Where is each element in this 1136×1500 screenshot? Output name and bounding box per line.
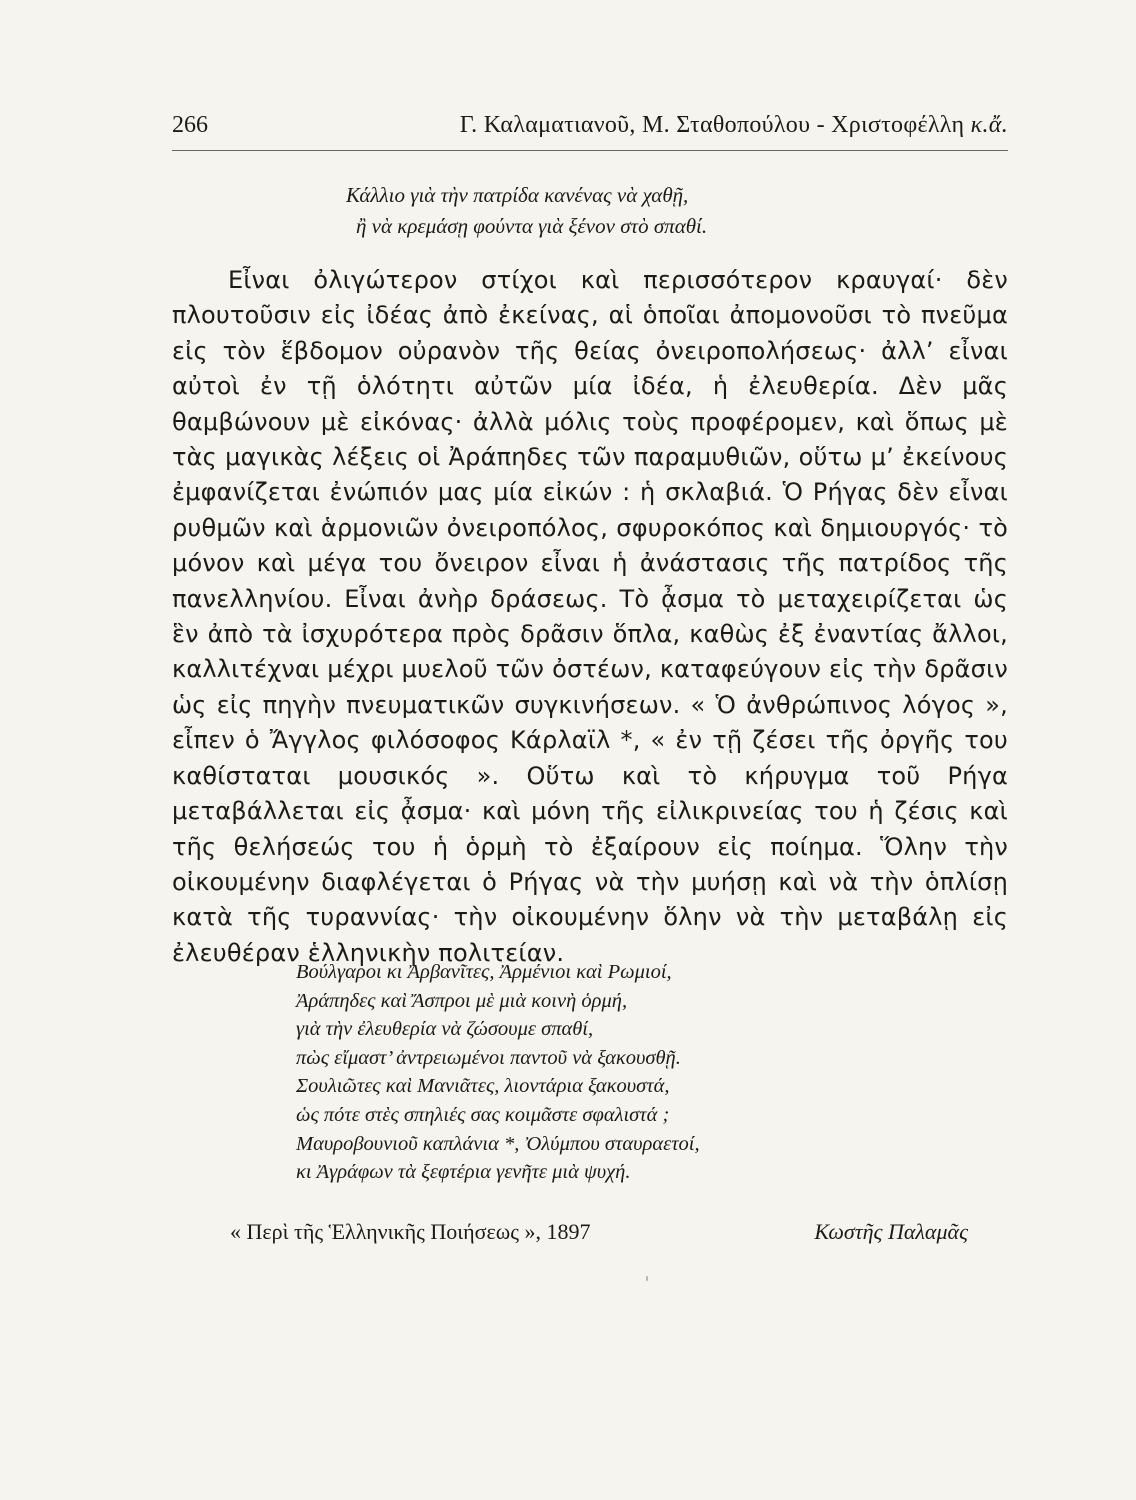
running-header	[172, 112, 1008, 152]
author-name: Κωστῆς Παλαμᾶς	[814, 1219, 968, 1244]
poem-line: Βούλγαροι κι Ἀρβανῖτες, Ἀρμένιοι καὶ Ρωμιοί,	[296, 961, 672, 983]
poem-line: ὡς πότε στὲς σπηλιές σας κοιμᾶστε σφαλιστά ;	[296, 1103, 670, 1126]
body-paragraph: Εἶναι ὀλιγώτερον στίχοι καὶ περισσότερον κραυγαί· δὲν πλουτοῦσιν εἰς ἰδέας ἀπὸ ἐκείνας, αἱ ὁποῖαι ἀπομονοῦσι τὸ πνεῦμα εἰς τὸν ἕβδομον οὐρανὸν τῆς θείας ὀνειροπολήσεως· ἀλλ’ εἶναι αὐτοὶ ἐν τῇ ὁλότητι αὐτῶν μία ἰδέα, ἡ ἐλευθερία. Δὲν μᾶς θαμβώνουν μὲ εἰκόνας· ἀλλὰ μόλις τοὺς προφέρομεν, καὶ ὅπως μὲ τὰς μαγικὰς λέξεις οἱ Ἀράπηδες τῶν παραμυθιῶν, οὕτω μ’ ἐκείνους ἐμφανίζεται ἐνώπιόν μας μία εἰκών : ἡ σκλαβιά. Ὁ Ρήγας δὲν εἶναι ρυθμῶν καὶ ἁρμονιῶν ὀνειροπόλος, σφυροκόπος καὶ δημιουργός· τὸ μόνον καὶ μέγα του ὄνειρον εἶναι ἡ ἀνάστασις τῆς πατρίδος τῆς πανελληνίου. Εἶναι ἀνὴρ δράσεως. Τὸ ᾆσμα τὸ μεταχειρίζεται ὡς ἓν ἀπὸ τὰ ἰσχυρότερα πρὸς δρᾶσιν ὅπλα, καθὼς ἐξ ἐναντίας ἄλλοι, καλλιτέχναι μέχρι μυελοῦ τῶν ὀστέων, καταφεύγουν εἰς τὴν δρᾶσιν ὡς εἰς πηγὴν πνευματικῶν συγκινήσεων. « Ὁ ἀνθρώπινος λόγος », εἶπεν ὁ Ἄγγλος φιλόσοφος Κάρλαϊλ *, « ἐν τῇ ζέσει τῆς ὀργῆς του καθίσταται μουσικός ». Οὕτω καὶ τὸ κήρυγμα τοῦ Ρήγα μεταβάλλεται εἰς ᾆσμα· καὶ μόνη τῆς εἰλικρινείας του ἡ ζέσις καὶ τῆς θελήσεώς του ἡ ὁρμὴ τὸ ἐξαίρουν εἰς ποίημα. Ὅλην τὴν οἰκουμένην διαφλέγεται ὁ Ρήγας νὰ τὴν μυήσῃ καὶ νὰ τὴν ὁπλίσῃ κατὰ τῆς τυραννίας· τὴν οἰκουμένην ὅλην νὰ τὴν μεταβάλῃ εἰς ἐλευθέραν ἑλληνικὴν πολιτείαν.	[172, 266, 1008, 967]
poem-line: πὼς εἴμαστ’ ἀντρειωμένοι παντοῦ νὰ ξακουσθῇ.	[296, 1046, 681, 1069]
poem-line: Σουλιῶτες καὶ Μανιᾶτες, λιοντάρια ξακουστά,	[296, 1075, 670, 1098]
running-title-tail: κ.ἄ.	[970, 112, 1008, 138]
page-number: 266	[172, 112, 208, 138]
poem-line: γιὰ τὴν ἐλευθερία νὰ ζώσουμε σπαθί,	[296, 1018, 594, 1041]
poem-line: κι Ἀγράφων τὰ ξεφτέρια γενῆτε μιὰ ψυχή.	[296, 1161, 631, 1184]
body-text	[172, 263, 1008, 971]
epigraph	[346, 180, 866, 242]
running-title-authors: Γ. Καλαματιανοῦ, Μ. Σταθοπούλου - Χριστοφέλλη	[459, 112, 965, 138]
poem	[296, 958, 896, 1187]
header-rule	[172, 150, 1008, 151]
poem-line: Ἀράπηδες καὶ Ἄσπροι μὲ μιὰ κοινὴ ὁρμή,	[296, 989, 628, 1012]
running-title	[460, 112, 1008, 139]
poem-line: Μαυροβουνιοῦ καπλάνια *, Ὀλύμπου σταυραετοί,	[296, 1132, 700, 1155]
source-title: « Περὶ τῆς Ἑλληνικῆς Ποιήσεως », 1897	[230, 1219, 591, 1244]
epigraph-line: ἢ νὰ κρεμάσῃ φούντα γιὰ ξένον στὸ σπαθί.	[356, 214, 708, 238]
epigraph-line: Κάλλιο γιὰ τὴν πατρίδα κανένας νὰ χαθῇ,	[346, 183, 689, 207]
scan-speck	[646, 1276, 648, 1281]
source-attribution	[230, 1219, 1010, 1253]
